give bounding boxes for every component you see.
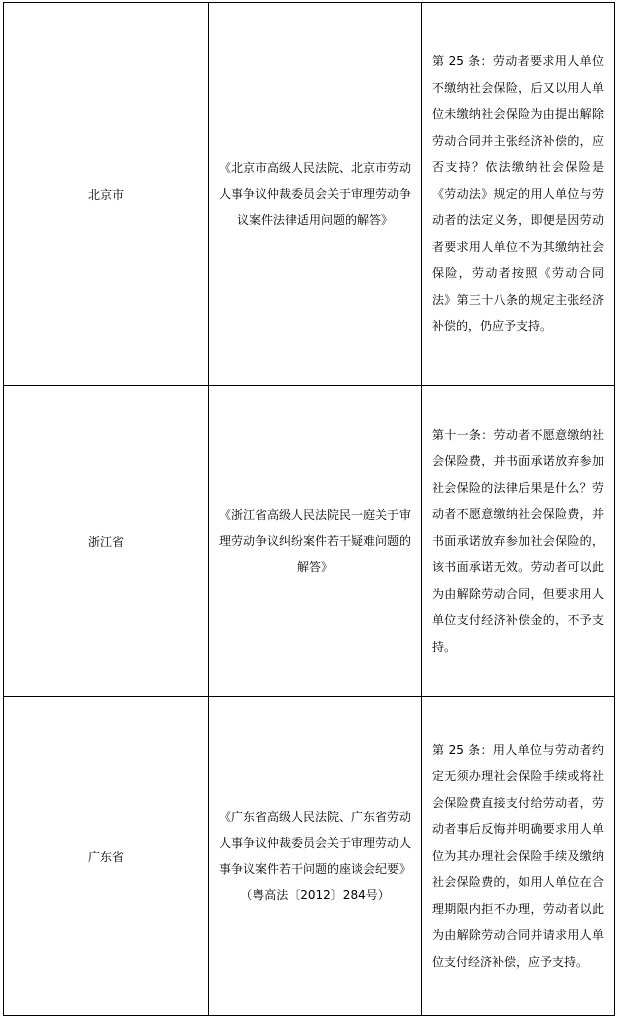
provision-cell: 第十一条：劳动者不愿意缴纳社会保险费，并书面承诺放弃参加社会保险的法律后果是什么？劳动者不愿意缴纳社会保险费，并书面承诺放弃参加社会保险的，该书面承诺无效。劳动者可以此为由解除劳动合同，但要求用人单位支付经济补偿金的，不予支持。 — [422, 386, 615, 697]
provision-cell: 第 25 条：劳动者要求用人单位不缴纳社会保险，后又以用人单位未缴纳社会保险为由提出解除劳动合同并主张经济补偿的，应否支持？依法缴纳社会保险是《劳动法》规定的用人单位与劳动者的法定义务，即便是因劳动者要求用人单位不为其缴纳社会保险，劳动者按照《劳动合同法》第三十八条的规定主张经济补偿的，仍应予支持。 — [422, 3, 615, 386]
document-cell: 《北京市高级人民法院、北京市劳动人事争议仲裁委员会关于审理劳动争议案件法律适用问题的解答》 — [209, 3, 422, 386]
table-row — [4, 3, 615, 386]
provision-cell: 第 25 条：用人单位与劳动者约定无须办理社会保险手续或将社会保险费直接支付给劳动者，劳动者事后反悔并明确要求用人单位为其办理社会保险手续及缴纳社会保险费的，如用人单位在合理期限内拒不办理，劳动者以此为由解除劳动合同并请求用人单位支付经济补偿，应予支持。 — [422, 697, 615, 1016]
table-row — [4, 386, 615, 697]
document-cell: 《广东省高级人民法院、广东省劳动人事争议仲裁委员会关于审理劳动人事争议案件若干问题的座谈会纪要》（粤高法〔2012〕284号） — [209, 697, 422, 1016]
region-cell: 浙江省 — [4, 386, 209, 697]
region-cell: 北京市 — [4, 3, 209, 386]
regulations-table — [3, 2, 615, 1016]
table-row — [4, 697, 615, 1016]
region-cell: 广东省 — [4, 697, 209, 1016]
document-cell: 《浙江省高级人民法院民一庭关于审理劳动争议纠纷案件若干疑难问题的解答》 — [209, 386, 422, 697]
